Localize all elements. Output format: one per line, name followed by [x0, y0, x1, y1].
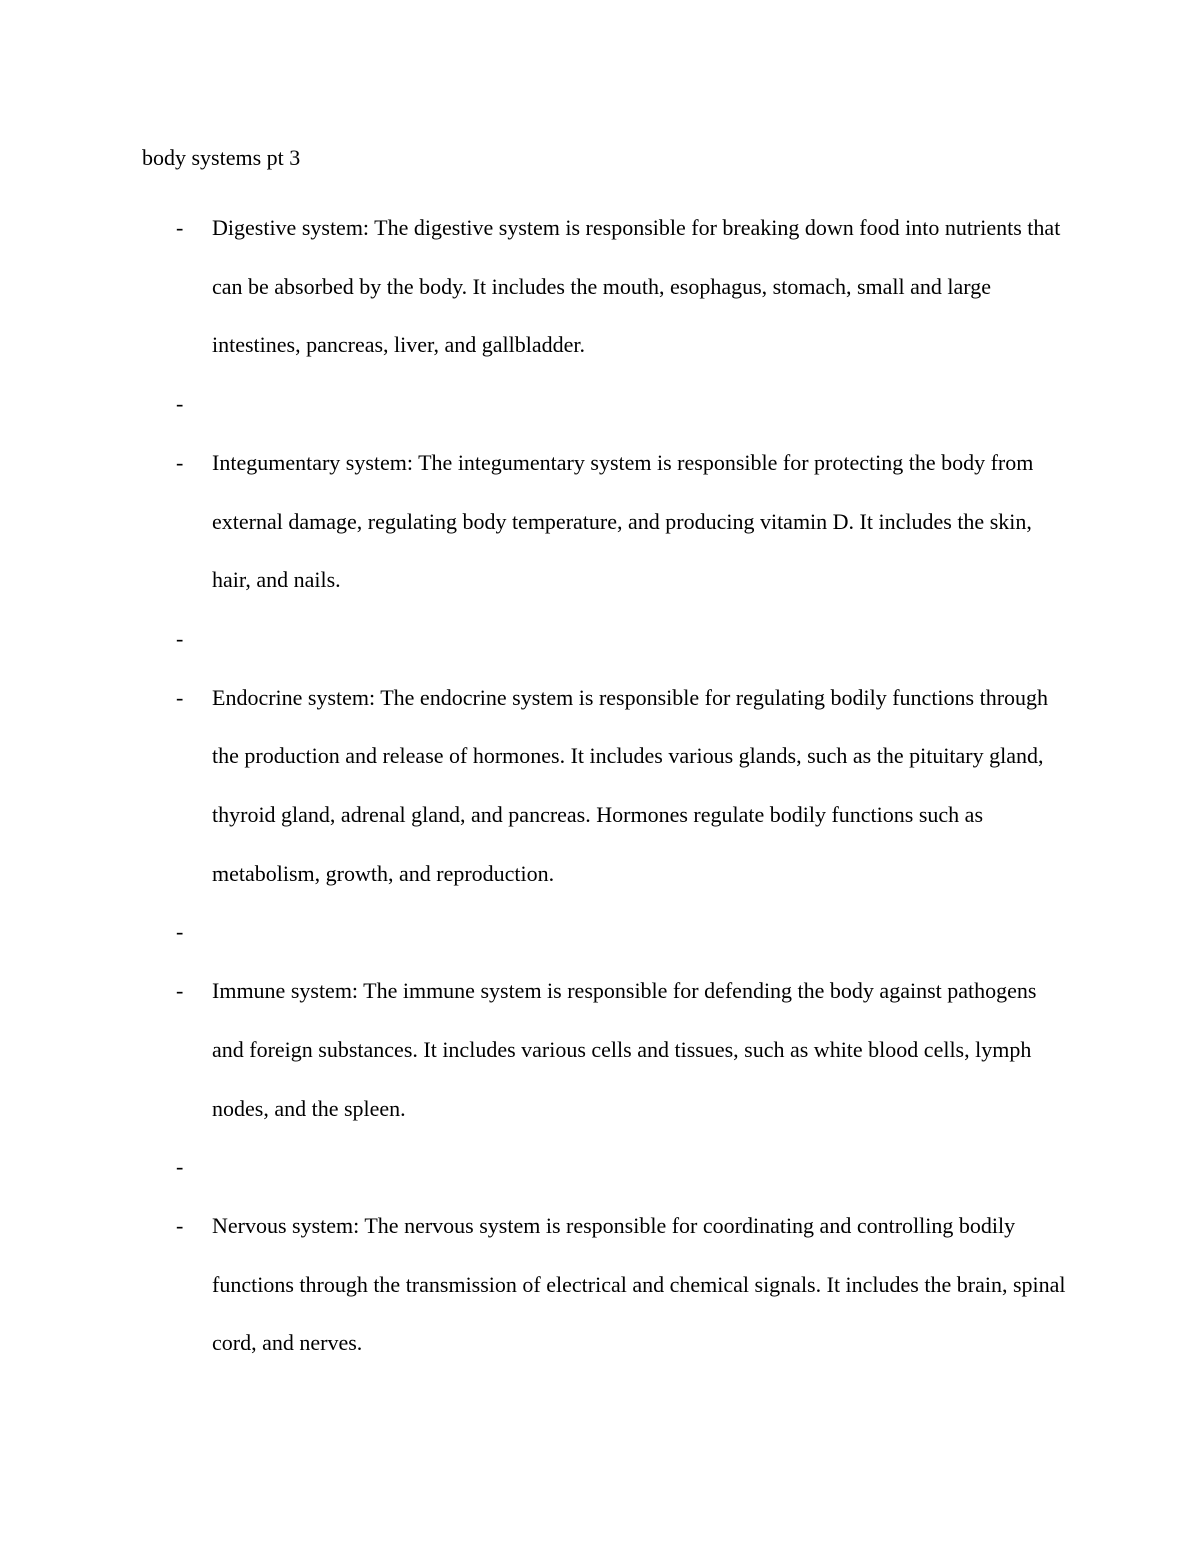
bullet-dash: -: [176, 391, 184, 417]
list-item-text: Digestive system: The digestive system is responsible for breaking down food into nutrients that can be absorbed by the body. It includes the mouth, esophagus, stomach, small and large intestines, pancreas, liver, and gallbladder.: [212, 215, 1061, 358]
list-item-empty: [0, 903, 1072, 962]
bullet-dash: -: [176, 978, 184, 1004]
body-systems-list: [0, 199, 1200, 1373]
list-item-text: Immune system: The immune system is responsible for defending the body against pathogens and foreign substances. It includes various cells and tissues, such as white blood cells, lymph nodes, and the spleen.: [212, 978, 1037, 1121]
bullet-dash: -: [176, 684, 184, 710]
list-item-empty: [0, 1138, 1072, 1197]
list-item-immune: [0, 962, 1072, 1138]
list-item-nervous: [0, 1197, 1072, 1373]
list-item-text: Nervous system: The nervous system is responsible for coordinating and controlling bodily functions through the transmission of electrical and chemical signals. It includes the brain, spinal cord, and nerves.: [212, 1212, 1066, 1356]
bullet-dash: -: [176, 215, 184, 240]
list-item-digestive: [0, 199, 1072, 375]
document-title: body systems pt 3: [142, 145, 301, 170]
list-item-text: Endocrine system: The endocrine system is responsible for regulating bodily functions through the production and release of hormones. It includes various glands, such as the pituitary gland, thyroid gland, adrenal gland, and pancreas. Hormones regulate bodily functions such as metabolism, growth, and reproduction.: [212, 684, 1049, 886]
bullet-dash: -: [176, 625, 184, 651]
list-item-empty: [0, 610, 1072, 669]
bullet-dash: -: [176, 1154, 184, 1180]
list-item-endocrine: [0, 669, 1072, 904]
list-item-empty: [0, 375, 1072, 434]
bullet-dash: -: [176, 449, 184, 475]
bullet-dash: -: [176, 1212, 184, 1238]
bullet-dash: -: [176, 919, 184, 945]
list-item-integumentary: [0, 434, 1072, 610]
list-item-text: Integumentary system: The integumentary system is responsible for protecting the body from external damage, regulating body temperature, and producing vitamin D. It includes the skin, hair, and nails.: [212, 449, 1034, 593]
